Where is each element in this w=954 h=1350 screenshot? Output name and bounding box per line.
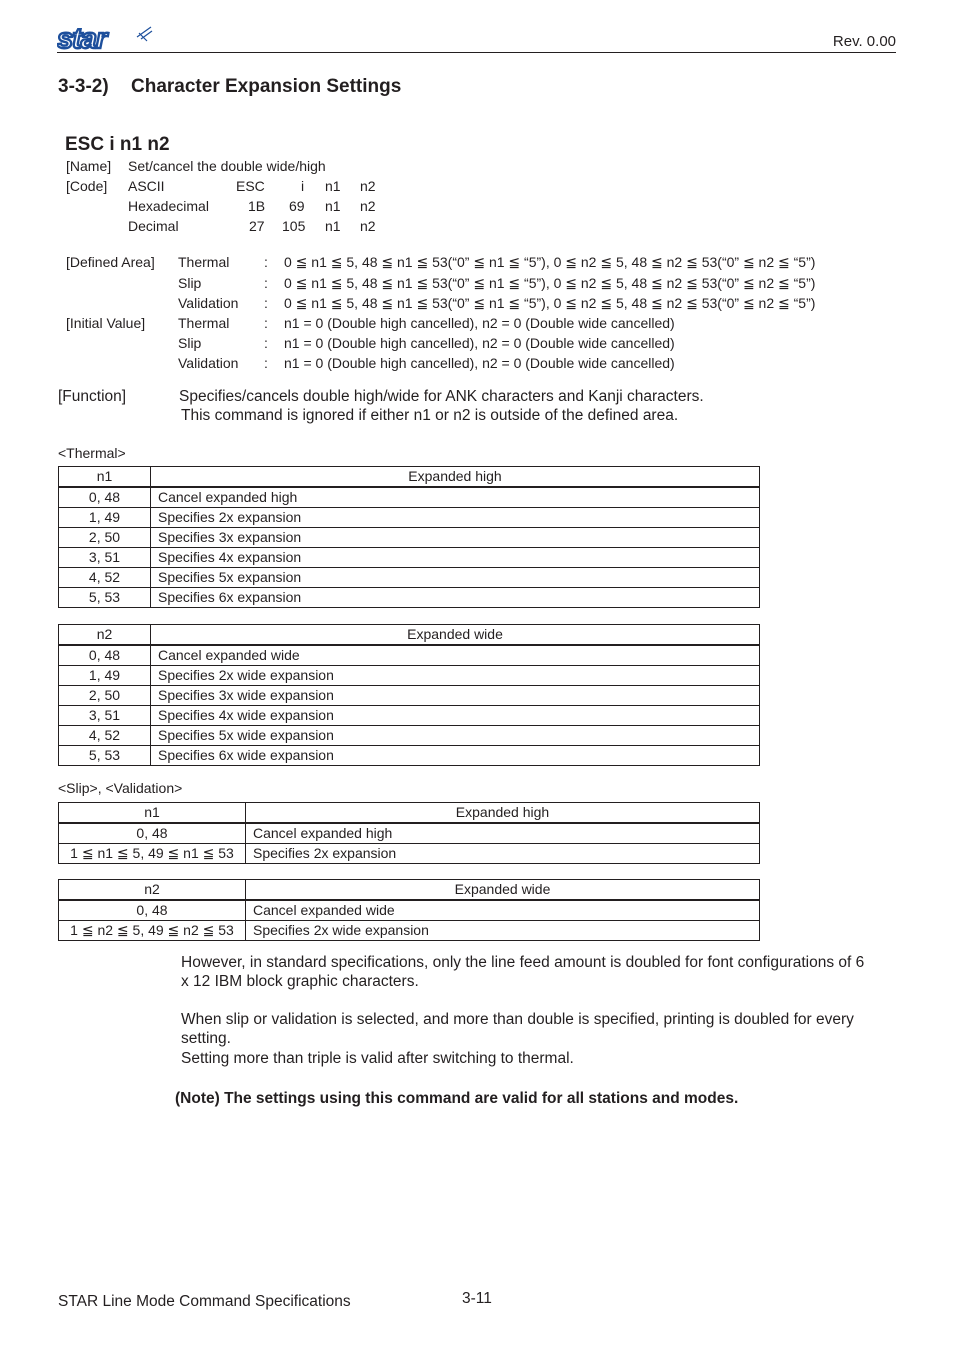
- table-cell: Specifies 3x wide expansion: [151, 686, 760, 706]
- colon: :: [264, 254, 268, 270]
- table-cell: 0, 48: [59, 823, 246, 844]
- function-label: [Function]: [58, 388, 127, 405]
- colon: :: [264, 315, 268, 331]
- column-header: Expanded high: [151, 467, 760, 488]
- thermal-high-table: [58, 466, 760, 608]
- logo-text: star: [57, 25, 107, 51]
- initial-value-text: n1 = 0 (Double high cancelled), n2 = 0 (Double wide cancelled): [284, 315, 675, 331]
- table-cell: Specifies 6x wide expansion: [151, 746, 760, 766]
- station-name: Validation: [178, 295, 239, 311]
- table-cell: 0, 48: [59, 487, 151, 508]
- table-cell: 0, 48: [59, 645, 151, 666]
- defined-range: 0 ≦ n1 ≦ 5, 48 ≦ n1 ≦ 53(“0” ≦ n1 ≦ “5”), 0 ≦ n2 ≦ 5, 48 ≦ n2 ≦ 53(“0” ≦ n2 ≦ “5”): [284, 295, 816, 311]
- table-row: [59, 666, 760, 686]
- column-header: n2: [59, 625, 151, 646]
- table-row: [59, 921, 760, 941]
- table-cell: Cancel expanded wide: [151, 645, 760, 666]
- table-row: [59, 568, 760, 588]
- table-row: [59, 645, 760, 666]
- station-name: Slip: [178, 335, 202, 351]
- table-cell: 0, 48: [59, 900, 246, 921]
- code-value-2: i: [301, 178, 305, 194]
- table-cell: 1 ≦ n1 ≦ 5, 49 ≦ n1 ≦ 53: [59, 844, 246, 864]
- star-logo: [57, 25, 153, 51]
- table-cell: 4, 52: [59, 726, 151, 746]
- table-cell: 2, 50: [59, 528, 151, 548]
- table-header-row: [59, 625, 760, 646]
- note-paragraph-line: x 12 IBM block graphic characters.: [181, 973, 419, 990]
- station-name: Validation: [178, 355, 239, 371]
- table-cell: 1 ≦ n2 ≦ 5, 49 ≦ n2 ≦ 53: [59, 921, 246, 941]
- table-cell: Cancel expanded high: [246, 823, 760, 844]
- function-line: This command is ignored if either n1 or n2 is outside of the defined area.: [181, 407, 679, 424]
- table-row: [59, 508, 760, 528]
- command-name: ESC i n1 n2: [65, 134, 170, 155]
- defined-range: 0 ≦ n1 ≦ 5, 48 ≦ n1 ≦ 53(“0” ≦ n1 ≦ “5”), 0 ≦ n2 ≦ 5, 48 ≦ n2 ≦ 53(“0” ≦ n2 ≦ “5”): [284, 254, 816, 270]
- code-value-1: ESC: [236, 178, 265, 194]
- initial-value-text: n1 = 0 (Double high cancelled), n2 = 0 (Double wide cancelled): [284, 335, 675, 351]
- code-value-4: n2: [360, 218, 376, 234]
- station-name: Thermal: [178, 254, 230, 270]
- footer-doc-title: STAR Line Mode Command Specifications: [58, 1293, 351, 1310]
- table-row: [59, 686, 760, 706]
- table-row: [59, 844, 760, 864]
- table-cell: 4, 52: [59, 568, 151, 588]
- name-value: Set/cancel the double wide/high: [128, 158, 326, 174]
- thermal-wide-table: [58, 624, 760, 766]
- table-cell: 1, 49: [59, 666, 151, 686]
- code-value-3: n1: [325, 178, 341, 194]
- section-heading: [58, 76, 401, 98]
- table-cell: 2, 50: [59, 686, 151, 706]
- table-row: [59, 588, 760, 608]
- table-cell: 3, 51: [59, 548, 151, 568]
- table-cell: Specifies 2x expansion: [246, 844, 760, 864]
- code-value-3: n1: [325, 218, 341, 234]
- table-row: [59, 487, 760, 508]
- section-number: 3-3-2): [58, 76, 109, 97]
- note-paragraph-line: Setting more than triple is valid after switching to thermal.: [181, 1050, 574, 1067]
- table-cell: Cancel expanded wide: [246, 900, 760, 921]
- column-header: Expanded wide: [246, 880, 760, 901]
- slip-high-table: [58, 802, 760, 864]
- defined-area-label: [Defined Area]: [66, 254, 155, 270]
- column-header: n1: [59, 803, 246, 824]
- colon: :: [264, 355, 268, 371]
- table-cell: Specifies 2x wide expansion: [246, 921, 760, 941]
- table-cell: Specifies 6x expansion: [151, 588, 760, 608]
- section-title: Character Expansion Settings: [131, 76, 402, 97]
- table-row: [59, 548, 760, 568]
- code-value-3: n1: [325, 198, 341, 214]
- colon: :: [264, 295, 268, 311]
- table-header-row: [59, 880, 760, 901]
- code-value-1: 1B: [248, 198, 266, 214]
- code-label: [Code]: [66, 178, 108, 194]
- column-header: Expanded wide: [151, 625, 760, 646]
- name-label: [Name]: [66, 158, 112, 174]
- initial-value-label: [Initial Value]: [66, 315, 146, 331]
- function-line: Specifies/cancels double high/wide for ANK characters and Kanji characters.: [179, 388, 704, 405]
- column-header: n2: [59, 880, 246, 901]
- station-name: Slip: [178, 275, 202, 291]
- table-cell: Specifies 4x wide expansion: [151, 706, 760, 726]
- code-value-1: 27: [249, 218, 265, 234]
- column-header: n1: [59, 467, 151, 488]
- table-cell: 3, 51: [59, 706, 151, 726]
- table-row: [59, 726, 760, 746]
- table-header-row: [59, 467, 760, 488]
- table-row: [59, 746, 760, 766]
- note-paragraph-line: However, in standard specifications, only the line feed amount is doubled for font configurations of 6: [181, 954, 865, 971]
- table-header-row: [59, 803, 760, 824]
- code-type: Hexadecimal: [128, 198, 209, 214]
- table-cell: 1, 49: [59, 508, 151, 528]
- slip-wide-table: [58, 879, 760, 941]
- colon: :: [264, 335, 268, 351]
- table-cell: Specifies 2x wide expansion: [151, 666, 760, 686]
- note-paragraph-line: setting.: [181, 1030, 231, 1047]
- code-type: Decimal: [128, 218, 179, 234]
- table-row: [59, 823, 760, 844]
- code-value-2: 69: [289, 198, 305, 214]
- table-row: [59, 706, 760, 726]
- table-row: [59, 528, 760, 548]
- bold-note: (Note) The settings using this command are valid for all stations and modes.: [175, 1090, 739, 1107]
- page-number: 3-11: [462, 1290, 492, 1307]
- table-cell: Specifies 4x expansion: [151, 548, 760, 568]
- initial-value-text: n1 = 0 (Double high cancelled), n2 = 0 (Double wide cancelled): [284, 355, 675, 371]
- defined-range: 0 ≦ n1 ≦ 5, 48 ≦ n1 ≦ 53(“0” ≦ n1 ≦ “5”), 0 ≦ n2 ≦ 5, 48 ≦ n2 ≦ 53(“0” ≦ n2 ≦ “5”): [284, 275, 816, 291]
- table-cell: Specifies 5x wide expansion: [151, 726, 760, 746]
- column-header: Expanded high: [246, 803, 760, 824]
- table-cell: Specifies 2x expansion: [151, 508, 760, 528]
- code-value-2: 105: [282, 218, 306, 234]
- table-row: [59, 900, 760, 921]
- table-cell: Cancel expanded high: [151, 487, 760, 508]
- table-cell: 5, 53: [59, 588, 151, 608]
- note-paragraph-line: When slip or validation is selected, and more than double is specified, printing is doubled for every: [181, 1011, 854, 1028]
- station-name: Thermal: [178, 315, 230, 331]
- table-cell: Specifies 3x expansion: [151, 528, 760, 548]
- code-value-4: n2: [360, 198, 376, 214]
- code-type: ASCII: [128, 178, 165, 194]
- table-cell: Specifies 5x expansion: [151, 568, 760, 588]
- table-cell: 5, 53: [59, 746, 151, 766]
- revision-label: Rev. 0.00: [832, 33, 896, 50]
- slip-validation-label: <Slip>, <Validation>: [58, 780, 183, 796]
- header-divider: [57, 52, 896, 53]
- code-value-4: n2: [360, 178, 376, 194]
- thermal-label: <Thermal>: [58, 445, 126, 461]
- colon: :: [264, 275, 268, 291]
